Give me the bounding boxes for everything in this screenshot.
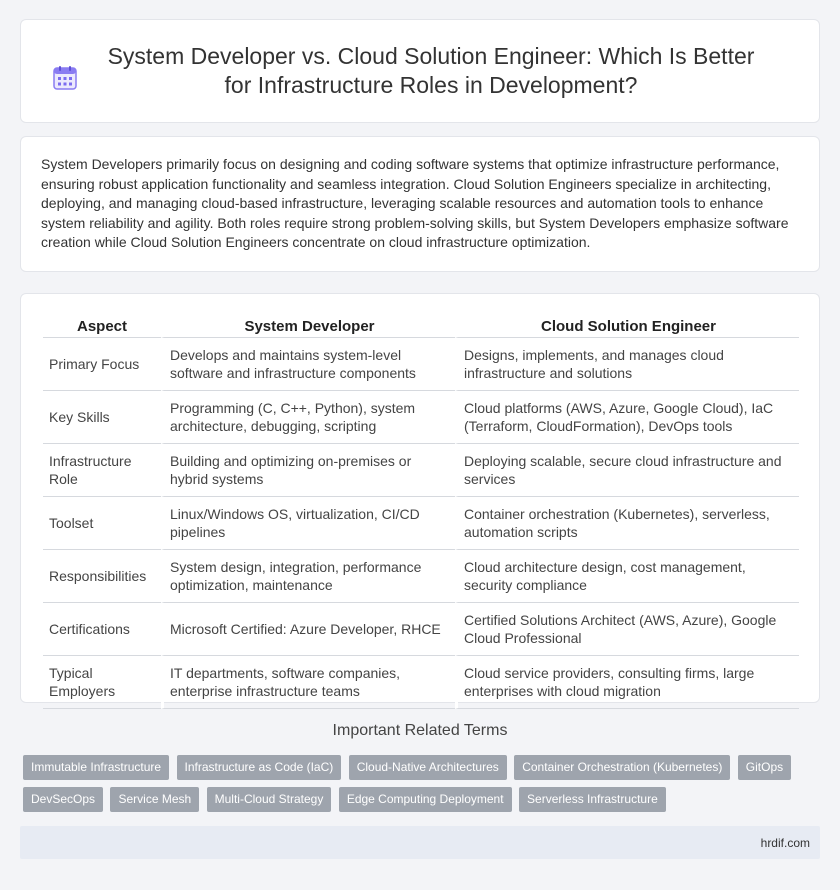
table-row	[43, 338, 799, 391]
row-cloud-engineer: Container orchestration (Kubernetes), serverless, automation scripts	[455, 497, 799, 550]
table-row	[43, 550, 799, 603]
related-terms-list	[23, 755, 823, 819]
table-row	[43, 444, 799, 497]
header-cloud-solution-engineer: Cloud Solution Engineer	[455, 312, 799, 338]
row-cloud-engineer: Certified Solutions Architect (AWS, Azure), Google Cloud Professional	[455, 603, 799, 656]
row-aspect: Toolset	[43, 497, 161, 550]
row-aspect: Responsibilities	[43, 550, 161, 603]
table-row	[43, 497, 799, 550]
comparison-table-card	[20, 293, 820, 703]
related-term-tag[interactable]: GitOps	[738, 755, 791, 780]
related-term-tag[interactable]: Serverless Infrastructure	[519, 787, 666, 812]
row-aspect: Typical Employers	[43, 656, 161, 709]
related-term-tag[interactable]: Multi-Cloud Strategy	[207, 787, 332, 812]
row-cloud-engineer: Cloud platforms (AWS, Azure, Google Cloud), IaC (Terraform, CloudFormation), DevOps tools	[455, 391, 799, 444]
related-term-tag[interactable]: Immutable Infrastructure	[23, 755, 169, 780]
row-aspect: Certifications	[43, 603, 161, 656]
table-row	[43, 603, 799, 656]
related-term-tag[interactable]: DevSecOps	[23, 787, 103, 812]
header-aspect: Aspect	[43, 312, 161, 338]
header-system-developer: System Developer	[161, 312, 455, 338]
row-cloud-engineer: Cloud architecture design, cost management, security compliance	[455, 550, 799, 603]
row-aspect: Infrastructure Role	[43, 444, 161, 497]
row-cloud-engineer: Cloud service providers, consulting firms, large enterprises with cloud migration	[455, 656, 799, 709]
row-system-developer: System design, integration, performance optimization, maintenance	[161, 550, 455, 603]
row-system-developer: Programming (C, C++, Python), system architecture, debugging, scripting	[161, 391, 455, 444]
related-terms-title: Important Related Terms	[332, 722, 508, 739]
table-header-row	[43, 312, 799, 338]
related-term-tag[interactable]: Container Orchestration (Kubernetes)	[514, 755, 730, 780]
related-term-tag[interactable]: Edge Computing Deployment	[339, 787, 512, 812]
footer-site-link[interactable]: hrdif.com	[760, 836, 810, 850]
table-row	[43, 391, 799, 444]
title-card	[20, 19, 820, 123]
intro-card	[20, 136, 820, 272]
row-system-developer: IT departments, software companies, enterprise infrastructure teams	[161, 656, 455, 709]
related-term-tag[interactable]: Cloud-Native Architectures	[349, 755, 507, 780]
calendar-grid-icon	[51, 64, 79, 92]
related-term-tag[interactable]: Infrastructure as Code (IaC)	[177, 755, 342, 780]
row-cloud-engineer: Deploying scalable, secure cloud infrastructure and services	[455, 444, 799, 497]
intro-text: System Developers primarily focus on designing and coding software systems that optimize infrastructure performance, ensuring robust application functionality and seamless integration. Cloud Solution Engineers specialize in architecting, deploying, and managing cloud-based infrastructure, leveraging scalable resources and automation tools to enhance system reliability and agility. Both roles require strong problem-solving skills, but System Developers emphasize software creation while Cloud Solution Engineers concentrate on cloud infrastructure optimization.	[41, 156, 789, 251]
row-aspect: Key Skills	[43, 391, 161, 444]
row-system-developer: Microsoft Certified: Azure Developer, RHCE	[161, 603, 455, 656]
row-system-developer: Building and optimizing on-premises or hybrid systems	[161, 444, 455, 497]
table-row	[43, 656, 799, 709]
footer	[20, 826, 820, 859]
row-aspect: Primary Focus	[43, 338, 161, 391]
row-system-developer: Linux/Windows OS, virtualization, CI/CD pipelines	[161, 497, 455, 550]
row-cloud-engineer: Designs, implements, and manages cloud infrastructure and solutions	[455, 338, 799, 391]
comparison-table	[43, 312, 799, 709]
page-title: System Developer vs. Cloud Solution Engineer: Which Is Better for Infrastructure Roles in Development?	[107, 43, 755, 98]
related-term-tag[interactable]: Service Mesh	[110, 787, 199, 812]
row-system-developer: Develops and maintains system-level software and infrastructure components	[161, 338, 455, 391]
